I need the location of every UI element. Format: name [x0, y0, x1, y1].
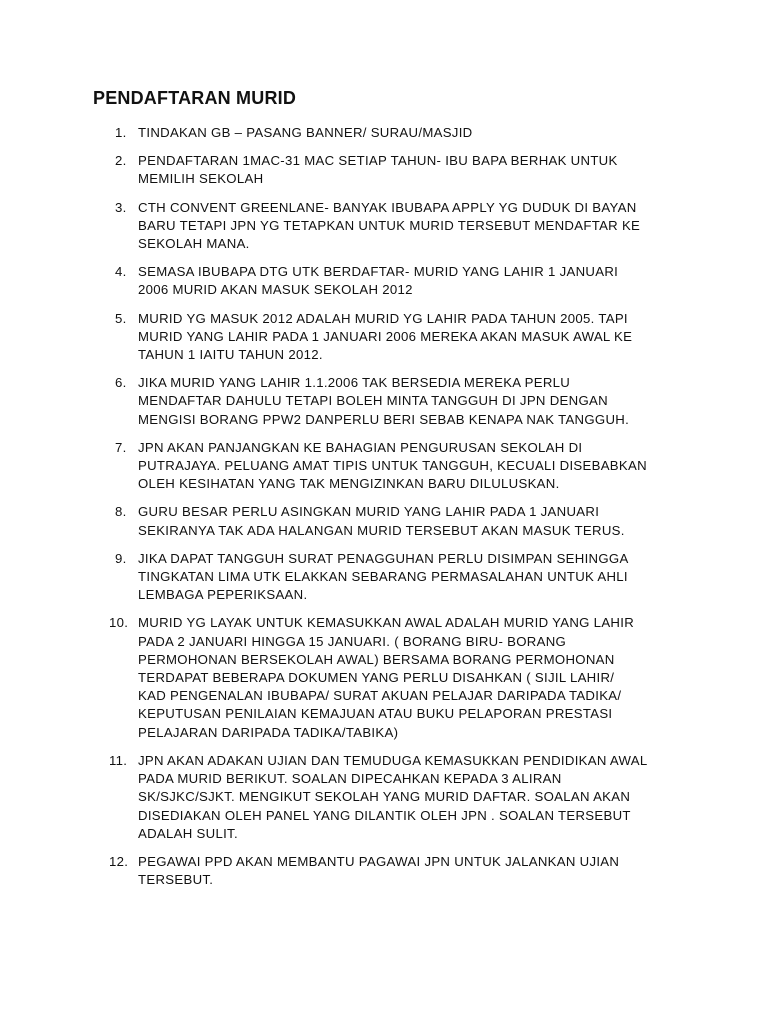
list-item-text-line: BARU TETAPI JPN YG TETAPKAN UNTUK MURID TERSEBUT MENDAFTAR KE	[138, 217, 641, 233]
list-item-text-line: 2006 MURID AKAN MASUK SEKOLAH 2012	[138, 282, 413, 298]
list-item-text-line: SEKOLAH MANA.	[138, 236, 250, 252]
list-item-text-line: LEMBAGA PEPERIKSAAN.	[138, 587, 308, 603]
list-item-text-line: OLEH KESIHATAN YANG TAK MENGIZINKAN BARU DILULUSKAN.	[138, 476, 560, 492]
list-item	[93, 614, 693, 741]
list-item-text-line: SEMASA IBUBAPA DTG UTK BERDAFTAR- MURID YANG LAHIR 1 JANUARI	[138, 264, 619, 280]
list-item	[93, 374, 693, 429]
list-item-number: 2.	[115, 153, 127, 169]
list-item-number: 11.	[109, 752, 128, 768]
list-item-text-line: KAD PENGENALAN IBUBAPA/ SURAT AKUAN PELAJAR DARIPADA TADIKA/	[138, 688, 622, 704]
numbered-list	[93, 124, 693, 899]
list-item-number: 4.	[115, 264, 127, 280]
list-item	[93, 124, 693, 142]
list-item-number: 7.	[115, 439, 127, 455]
list-item-text-line: PEGAWAI PPD AKAN MEMBANTU PAGAWAI JPN UNTUK JALANKAN UJIAN	[138, 853, 620, 869]
list-item-number: 1.	[115, 125, 127, 140]
list-item-text-line: JPN AKAN ADAKAN UJIAN DAN TEMUDUGA KEMASUKKAN PENDIDIKAN AWAL	[138, 752, 648, 768]
list-item-text-line: TINDAKAN GB – PASANG BANNER/ SURAU/MASJID	[138, 125, 473, 140]
list-item-text-line: CTH CONVENT GREENLANE- BANYAK IBUBAPA APPLY YG DUDUK DI BAYAN	[138, 199, 637, 215]
list-item	[93, 853, 693, 889]
list-item-text-line: MEMILIH SEKOLAH	[138, 171, 264, 187]
list-item-text-line: JIKA MURID YANG LAHIR 1.1.2006 TAK BERSEDIA MEREKA PERLU	[138, 375, 571, 391]
list-item	[93, 263, 693, 299]
list-item-text-line: PUTRAJAYA. PELUANG AMAT TIPIS UNTUK TANGGUH, KECUALI DISEBABKAN	[138, 458, 647, 474]
list-item-number: 5.	[115, 310, 127, 326]
list-item-text-line: SK/SJKC/SJKT. MENGIKUT SEKOLAH YANG MURID DAFTAR. SOALAN AKAN	[138, 789, 631, 805]
list-item-text-line: PELAJARAN DARIPADA TADIKA/TABIKA)	[138, 724, 399, 740]
list-item-text-line: DISEDIAKAN OLEH PANEL YANG DILANTIK OLEH JPN . SOALAN TERSEBUT	[138, 807, 631, 823]
list-item-number: 8.	[115, 504, 127, 520]
list-item-text-line: MENDAFTAR DAHULU TETAPI BOLEH MINTA TANGGUH DI JPN DENGAN	[138, 393, 608, 409]
list-item-number: 10.	[109, 615, 129, 631]
list-item-text-line: TERSEBUT.	[138, 872, 214, 888]
list-item-number: 3.	[115, 199, 127, 215]
list-item-text-line: MENGISI BORANG PPW2 DANPERLU BERI SEBAB KENAPA NAK TANGGUH.	[138, 411, 630, 427]
list-item-text-line: TAHUN 1 IAITU TAHUN 2012.	[138, 347, 323, 363]
list-item-text-line: MURID YG LAYAK UNTUK KEMASUKKAN AWAL ADALAH MURID YANG LAHIR	[138, 615, 635, 631]
list-item	[93, 199, 693, 254]
list-item-text-line: PERMOHONAN BERSEKOLAH AWAL) BERSAMA BORANG PERMOHONAN	[138, 651, 615, 667]
list-item-text-line: JPN AKAN PANJANGKAN KE BAHAGIAN PENGURUSAN SEKOLAH DI	[138, 439, 583, 455]
list-item-text-line: ADALAH SULIT.	[138, 825, 238, 841]
list-item-number: 6.	[115, 375, 127, 391]
list-item-text-line: TINGKATAN LIMA UTK ELAKKAN SEBARANG PERMASALAHAN UNTUK AHLI	[138, 569, 628, 585]
list-item	[93, 310, 693, 365]
list-item-text-line: PENDAFTARAN 1MAC-31 MAC SETIAP TAHUN- IBU BAPA BERHAK UNTUK	[138, 153, 618, 169]
list-item-text-line: TERDAPAT BEBERAPA DOKUMEN YANG PERLU DISAHKAN ( SIJIL LAHIR/	[138, 670, 615, 686]
list-item-text-line: MURID YANG LAHIR PADA 1 JANUARI 2006 MEREKA AKAN MASUK AWAL KE	[138, 328, 633, 344]
page-title: PENDAFTARAN MURID	[93, 88, 297, 108]
list-item-text-line: KEPUTUSAN PENILAIAN KEMAJUAN ATAU BUKU PELAPORAN PRESTASI	[138, 706, 613, 722]
list-item-text-line: GURU BESAR PERLU ASINGKAN MURID YANG LAHIR PADA 1 JANUARI	[138, 504, 600, 520]
list-item-number: 12.	[109, 853, 129, 869]
list-item	[93, 550, 693, 605]
list-item-text-line: PADA 2 JANUARI HINGGA 15 JANUARI. ( BORANG BIRU- BORANG	[138, 633, 567, 649]
list-item-text-line: MURID YG MASUK 2012 ADALAH MURID YG LAHIR PADA TAHUN 2005. TAPI	[138, 310, 628, 326]
list-item-text-line: SEKIRANYA TAK ADA HALANGAN MURID TERSEBUT AKAN MASUK TERUS.	[138, 522, 625, 538]
list-item-text-line: JIKA DAPAT TANGGUH SURAT PENAGGUHAN PERLU DISIMPAN SEHINGGA	[138, 550, 629, 566]
list-item-text-line: PADA MURID BERIKUT. SOALAN DIPECAHKAN KEPADA 3 ALIRAN	[138, 771, 562, 787]
list-item	[93, 152, 693, 188]
list-item	[93, 503, 693, 539]
list-item	[93, 752, 693, 843]
list-item	[93, 439, 693, 494]
list-item-number: 9.	[115, 550, 127, 566]
